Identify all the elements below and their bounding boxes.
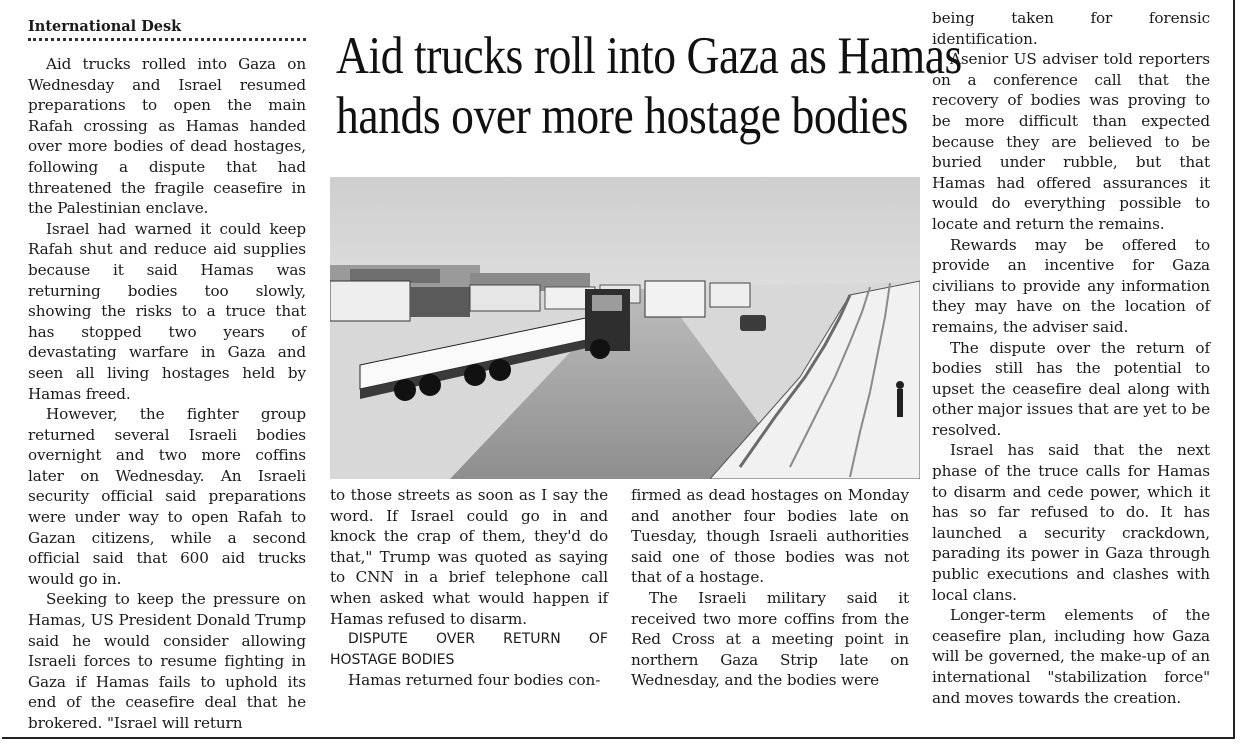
article-column-2 [330, 485, 608, 691]
paragraph: Asenior US adviser told reporters on a conference call that the recovery of bodies was proving to be more difficult than expected because they are believed to be buried under rubble, but that Hamas had offered assurances it would do everything possible to locate and return the remains. [932, 50, 1210, 233]
article-column-1 [28, 54, 306, 734]
paragraph: Israel had warned it could keep Rafah shut and reduce aid supplies because it said Hamas was returning bodies too slowly, showing the risks to a truce that has stopped two years of devastating warfare in Gaza and seen all living hostages held by Hamas freed. [28, 219, 306, 403]
paragraph: Aid trucks rolled into Gaza on Wednesday and Israel resumed preparations to open the main Rafah crossing as Hamas handed over more bodies of dead hostages, following a dispute that had threatened the fragile ceasefire in the Palestinian enclave. [28, 55, 306, 218]
paragraph: being taken for forensic identification. [932, 9, 1210, 48]
paragraph: However, the fighter group returned several Israeli bodies overnight and two more coffins later on Wednesday. An Israeli security official said preparations were under way to open Rafah to Gazan citizens, while a second official said that 600 aid trucks would go in. [28, 405, 306, 588]
subheading: DISPUTE OVER RETURN OF HOSTAGE BODIES [330, 631, 608, 668]
paragraph: Longer-term elements of the ceasefire plan, including how Gaza will be governed, the make-up of an international "stabilization force" and moves towards the creation. [932, 606, 1210, 707]
paragraph: The Israeli military said it received two more coffins from the Red Cross at a meeting point in northern Gaza Strip late on Wednesday, and the bodies were [631, 588, 909, 690]
paragraph: The dispute over the return of bodies still has the potential to upset the ceasefire deal along with other major issues that are yet to be resolved. [932, 338, 1210, 439]
section-label: International Desk [28, 18, 306, 41]
paragraph: Israel has said that the next phase of the truce calls for Hamas to disarm and cede power, which it has so far refused to do. It has launched a security crackdown, parading its power in Gaza through public executions and clashes with local clans. [932, 441, 1210, 604]
paragraph: Hamas returned four bodies con- [348, 671, 601, 690]
paragraph: Rewards may be offered to provide an incentive for Gaza civilians to provide any information they may have on the location of remains, the adviser said. [932, 235, 1210, 336]
headline [336, 26, 962, 146]
headline-line-2: hands over more hostage bodies [336, 87, 908, 145]
news-photo-aid-trucks [330, 177, 920, 479]
paragraph: to those streets as soon as I say the word. If Israel could go in and knock the crap of them, they'd do that," Trump was quoted as saying to CNN in a brief telephone call when asked what would happen if Hamas refused to disarm. [330, 486, 608, 628]
article-column-3 [631, 485, 909, 691]
paragraph: firmed as dead hostages on Monday and another four bodies late on Tuesday, though Israeli authorities said one of those bodies was not that of a hostage. [631, 486, 909, 587]
headline-line-1: Aid trucks roll into Gaza as Hamas [336, 27, 962, 85]
article-column-4 [932, 8, 1210, 708]
paragraph: Seeking to keep the pressure on Hamas, US President Donald Trump said he would consider allowing Israeli forces to resume fighting in Gaza if Hamas fails to uphold its end of the ceasefire deal that he brokered. "Israel will return [28, 590, 306, 732]
